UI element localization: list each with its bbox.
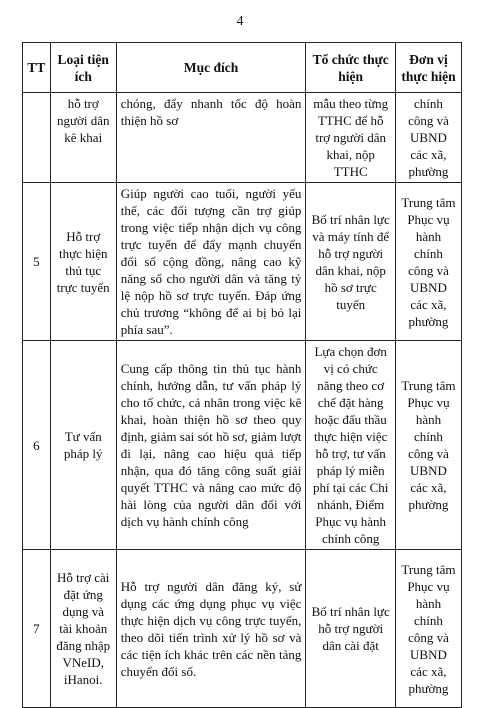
table-row bbox=[23, 93, 462, 183]
cell-org: Bố trí nhân lực hỗ trợ người dân cài đặt bbox=[306, 550, 396, 708]
header-purpose: Mục đích bbox=[116, 43, 306, 93]
table-row bbox=[23, 183, 462, 341]
cell-purpose: Giúp người cao tuổi, người yếu thế, các đối tượng cần trợ giúp trong việc tiếp nhận dịch vụ công trực tuyến để đẩy mạnh chuyển đổi số cộng đồng, nâng cao kỹ năng số cho người dân và tăng tỷ lệ nộp hồ sơ trực tuyến. Đáp ứng chủ trương “không để ai bị bỏ lại phía sau”. bbox=[116, 183, 306, 341]
cell-type: Hỗ trợ cài đặt ứng dụng và tài khoản đăng nhập VNeID, iHanoi. bbox=[50, 550, 116, 708]
cell-type: Tư vấn pháp lý bbox=[50, 341, 116, 550]
table-header-row bbox=[23, 43, 462, 93]
cell-tt: 5 bbox=[23, 183, 51, 341]
cell-unit: Trung tâm Phục vụ hành chính công và UBND các xã, phường bbox=[395, 341, 461, 550]
header-type: Loại tiện ích bbox=[50, 43, 116, 93]
cell-org: Bố trí nhân lực và máy tính để hỗ trợ người dân khai, nộp hồ sơ trực tuyến bbox=[306, 183, 396, 341]
cell-purpose: Cung cấp thông tin thủ tục hành chính, hướng dẫn, tư vấn pháp lý cho tổ chức, cá nhân trong việc kê khai, hoàn thiện hồ sơ theo quy định, giảm sai sót hồ sơ, giảm lượt đi lại, nâng cao hiệu quả tiếp nhận, qua đó tăng công suất giải quyết TTHC và nâng cao mức độ hài lòng của người dân đối với dịch vụ hành chính công bbox=[116, 341, 306, 550]
page-number: 4 bbox=[236, 14, 244, 29]
cell-type: Hỗ trợ thực hiện thủ tục trực tuyến bbox=[50, 183, 116, 341]
cell-tt: 6 bbox=[23, 341, 51, 550]
cell-tt: 7 bbox=[23, 550, 51, 708]
cell-purpose: chóng, đẩy nhanh tốc độ hoàn thiện hồ sơ bbox=[116, 93, 306, 183]
cell-org: mẫu theo từng TTHC để hỗ trợ người dân khai, nộp TTHC bbox=[306, 93, 396, 183]
header-org: Tổ chức thực hiện bbox=[306, 43, 396, 93]
cell-purpose: Hỗ trợ người dân đăng ký, sử dụng các ứng dụng phục vụ việc thực hiện dịch vụ công trực tuyến, theo dõi tiến trình xử lý hồ sơ và các tiện ích khác trên các nền tảng chuyển đổi số. bbox=[116, 550, 306, 708]
cell-unit: Trung tâm Phục vụ hành chính công và UBND các xã, phường bbox=[395, 183, 461, 341]
table-row bbox=[23, 550, 462, 708]
cell-org: Lựa chọn đơn vị có chức năng theo cơ chế đặt hàng hoặc đấu thầu thực hiện việc hỗ trợ, tư vấn pháp lý miễn phí tại các Chi nhánh, Điểm Phục vụ hành chính công bbox=[306, 341, 396, 550]
cell-unit: chính công và UBND các xã, phường bbox=[395, 93, 461, 183]
cell-tt bbox=[23, 93, 51, 183]
cell-type: hỗ trợ người dân kê khai bbox=[50, 93, 116, 183]
utilities-table bbox=[22, 42, 462, 708]
header-tt: TT bbox=[23, 43, 51, 93]
header-unit: Đơn vị thực hiện bbox=[395, 43, 461, 93]
cell-unit: Trung tâm Phục vụ hành chính công và UBND các xã, phường bbox=[395, 550, 461, 708]
table-row bbox=[23, 341, 462, 550]
